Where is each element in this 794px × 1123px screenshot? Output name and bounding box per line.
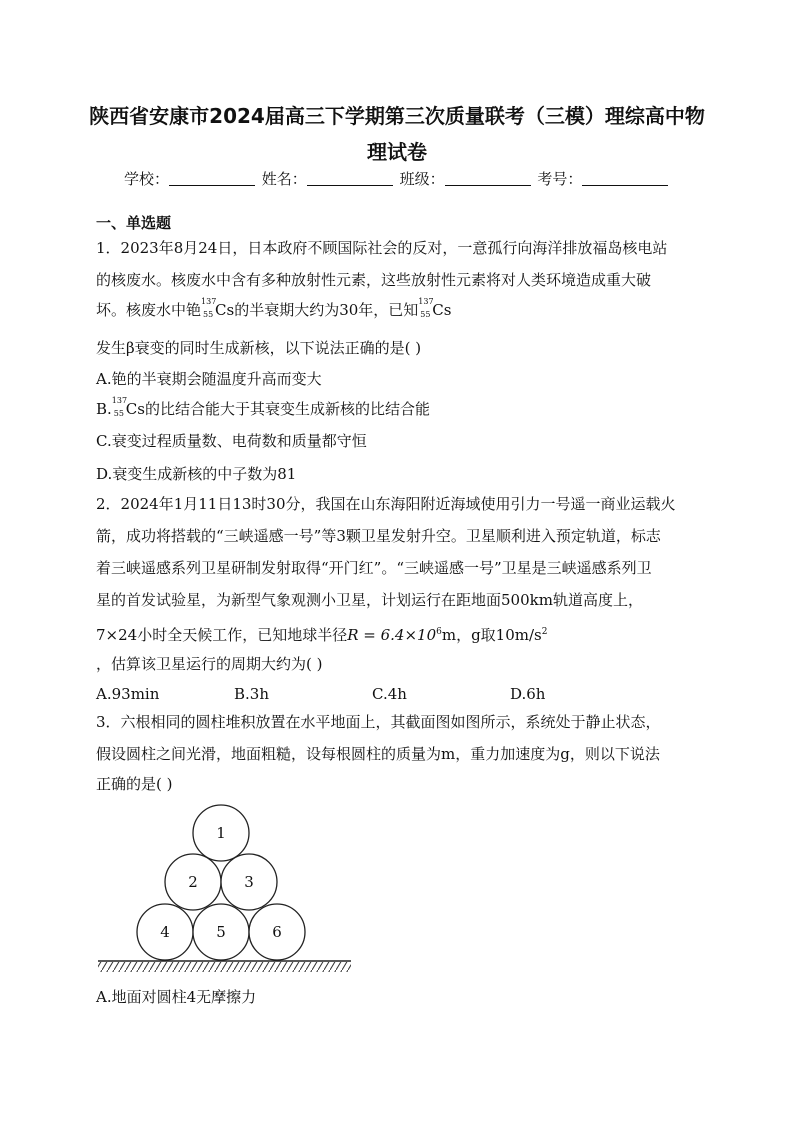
cylinder-label-1: 1	[216, 824, 226, 842]
q1-line3-b: Cs的半衰期大约为30年，已知	[215, 301, 419, 319]
q1-option-b: B. 137 55 Cs的比结合能大于其衰变生成新核的比结合能	[96, 396, 430, 418]
q1-line3-c: Cs	[432, 301, 452, 319]
q2-line1: 2．2024年1月11日13时30分，我国在山东海阳附近海域使用引力一号遥一商业运载火	[96, 495, 676, 513]
cylinder-label-2: 2	[188, 873, 198, 891]
cylinder-label-4: 4	[160, 923, 170, 941]
q3-line1: 3．六根相同的圆柱堆积放置在水平地面上，其截面图如图所示，系统处于静止状态，	[96, 713, 661, 731]
ground-hatch	[98, 962, 351, 972]
page-title-line1: 陕西省安康市2024届高三下学期第三次质量联考（三模）理综高中物	[89, 104, 705, 128]
cylinder-label-5: 5	[216, 923, 226, 941]
earth-radius-formula: R = 6.4×10	[347, 626, 437, 644]
cylinder-label-3: 3	[244, 873, 254, 891]
section-title: 一、单选题	[96, 214, 172, 232]
q2-line5: 7×24小时全天候工作，已知地球半径$R = 6.4\times 10^6m$，g取$10m/s^2$	[96, 626, 548, 644]
q1-option-a: A.铯的半衰期会随温度升高而变大	[96, 370, 322, 388]
school-blank	[169, 171, 255, 186]
school-label: 学校：	[124, 170, 170, 188]
q3-line2: 假设圆柱之间光滑，地面粗糙，设每根圆柱的质量为m，重力加速度为g，则以下说法	[96, 745, 660, 763]
q2-option-d: D.6h	[510, 685, 546, 703]
q2-line4: 星的首发试验星，为新型气象观测小卫星，计划运行在距地面500km轨道高度上，	[96, 591, 643, 609]
q3-option-a: A.地面对圆柱4无摩擦力	[96, 988, 257, 1006]
q2-line6: ，估算该卫星运行的周期大约为( )	[96, 655, 323, 673]
student-info-row	[124, 168, 684, 190]
exam-no-label: 考号：	[537, 170, 583, 188]
page-title-line2: 理试卷	[367, 140, 427, 164]
q2-option-c: C.4h	[372, 685, 407, 703]
q1-line2: 的核废水。核废水中含有多种放射性元素，这些放射性元素将对人类环境造成重大破	[96, 271, 652, 289]
isotope-cs137-3: 137 55	[111, 396, 128, 418]
q1-line4: 发生β衰变的同时生成新核，以下说法正确的是( )	[96, 339, 422, 357]
cylinder-stack-figure	[96, 800, 356, 980]
exam-no-blank	[582, 171, 668, 186]
isotope-cs137: 137 55	[201, 297, 217, 319]
q3-line3: 正确的是( )	[96, 775, 173, 793]
q2-line2: 箭，成功将搭载的“三峡遥感一号”等3颗卫星发射升空。卫星顺利进入预定轨道，标志	[96, 527, 661, 545]
q2-line3: 着三峡遥感系列卫星研制发射取得“开门红”。“三峡遥感一号”卫星是三峡遥感系列卫	[96, 559, 652, 577]
q1-line3-a: 坏。核废水中铯	[96, 301, 202, 319]
q1-option-d: D.衰变生成新核的中子数为81	[96, 465, 297, 483]
q1-line1: 1．2023年8月24日，日本政府不顾国际社会的反对，一意孤行向海洋排放福岛核电站	[96, 239, 668, 257]
class-label: 班级：	[399, 170, 445, 188]
q2-option-a: A.93min	[96, 685, 160, 703]
isotope-cs137-2: 137 55	[418, 297, 434, 319]
name-label: 姓名：	[261, 170, 307, 188]
q1-option-c: C.衰变过程质量数、电荷数和质量都守恒	[96, 432, 367, 450]
cylinder-label-6: 6	[272, 923, 282, 941]
q2-option-b: B.3h	[234, 685, 269, 703]
name-blank	[307, 171, 393, 186]
class-blank	[445, 171, 531, 186]
q1-line3	[96, 298, 706, 322]
